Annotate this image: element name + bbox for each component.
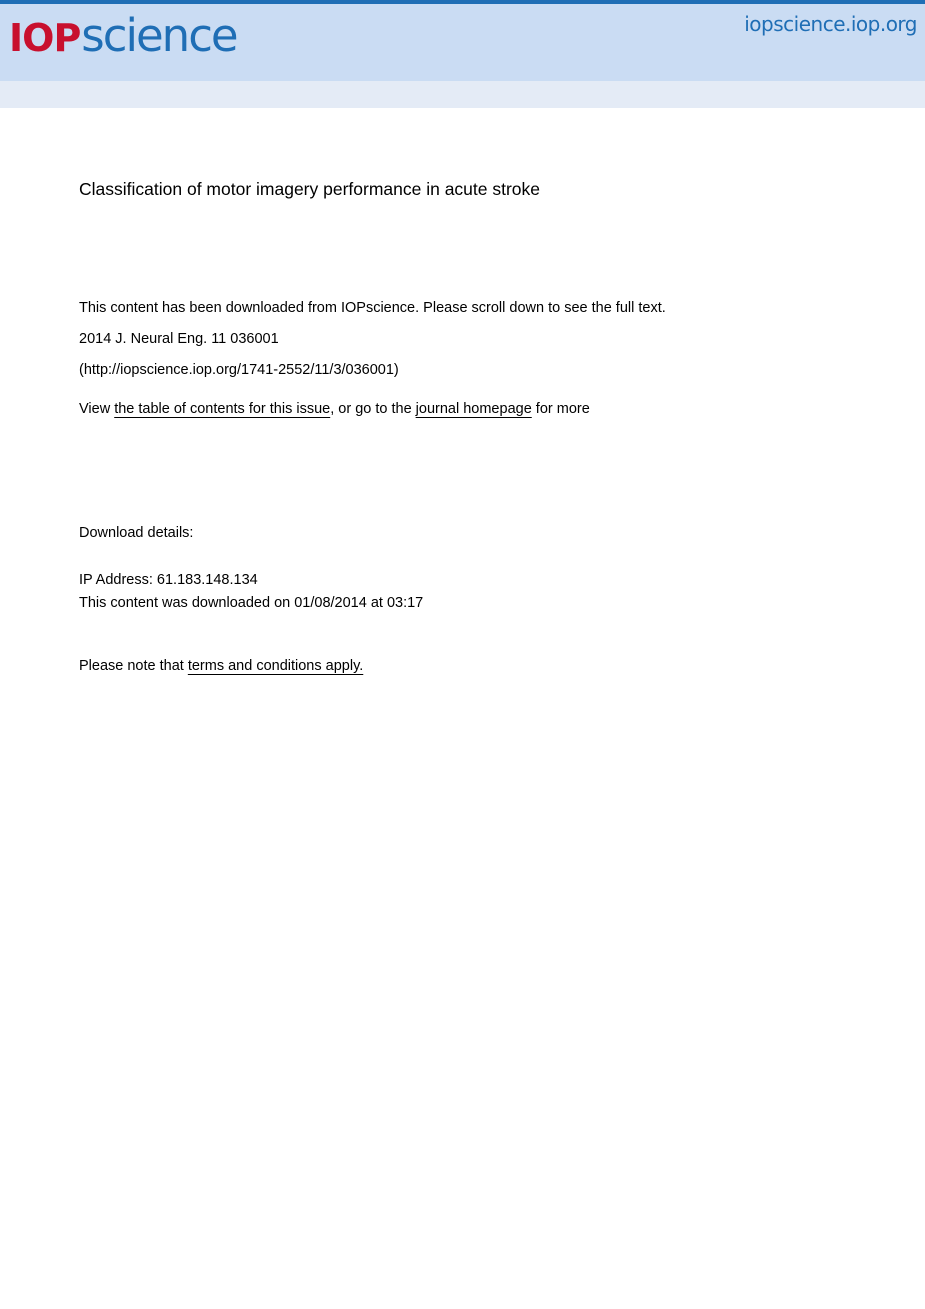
download-timestamp: This content was downloaded on 01/08/2014 at 03:17: [79, 595, 424, 611]
view-suffix: for more: [531, 401, 590, 417]
table-of-contents-link[interactable]: the table of contents for this issue: [114, 401, 331, 417]
header-sub-band: [0, 81, 925, 108]
citation: 2014 J. Neural Eng. 11 036001: [79, 331, 279, 347]
download-details-heading: Download details:: [79, 525, 194, 541]
view-middle: , or go to the: [330, 401, 416, 417]
download-notice: This content has been downloaded from IOPscience. Please scroll down to see the full text.: [79, 300, 666, 316]
view-more-line: [79, 401, 590, 417]
site-url[interactable]: iopscience.iop.org: [744, 12, 917, 36]
terms-line: [79, 658, 363, 674]
article-title: Classification of motor imagery performance in acute stroke: [79, 179, 541, 199]
ip-address: IP Address: 61.183.148.134: [79, 572, 258, 588]
logo-science-text: science: [81, 9, 237, 62]
terms-and-conditions-link[interactable]: terms and conditions apply.: [187, 658, 364, 674]
iopscience-logo[interactable]: [9, 6, 237, 66]
view-prefix: View: [79, 401, 115, 417]
terms-prefix: Please note that: [79, 658, 188, 674]
logo-iop-text: IOP: [9, 16, 81, 60]
header-banner: [0, 4, 925, 81]
article-url: (http://iopscience.iop.org/1741-2552/11/3/036001): [79, 362, 399, 378]
journal-homepage-link[interactable]: journal homepage: [415, 401, 532, 417]
